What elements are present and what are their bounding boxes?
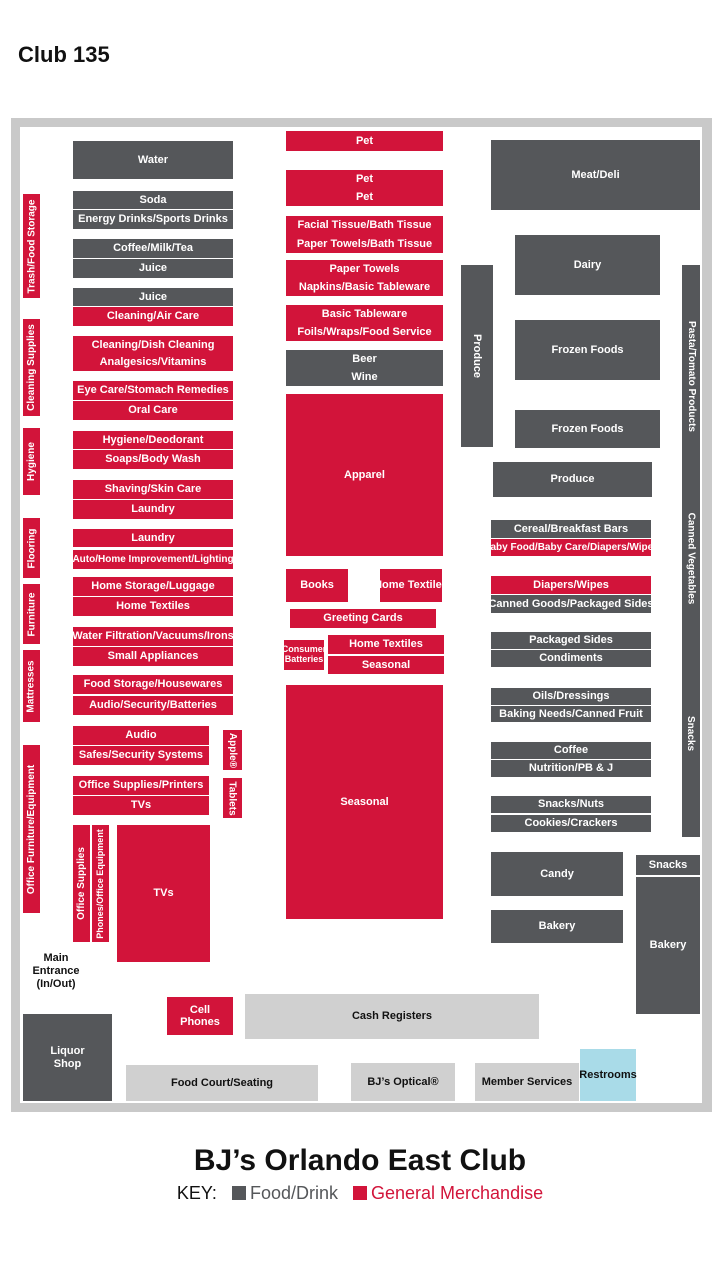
section-restrooms xyxy=(580,1049,636,1101)
section-label: Meat/Deli xyxy=(571,168,620,181)
section-snacks xyxy=(636,855,700,875)
section-office-supplies xyxy=(73,825,90,942)
section-office-supplies-printers xyxy=(73,776,209,795)
section-water-filtration-vacuums-irons xyxy=(73,627,233,646)
section-label: Soda xyxy=(139,193,167,206)
section-oils-dressings xyxy=(491,688,651,705)
section-label: Baking Needs/Canned Fruit xyxy=(499,707,643,720)
section-label: Snacks xyxy=(648,858,688,871)
section-eye-care-stomach-remedies xyxy=(73,381,233,400)
section-label: Home Textiles xyxy=(374,579,448,592)
section-label: Safes/Security Systems xyxy=(78,749,204,762)
section-label: Mattresses xyxy=(26,659,38,713)
section-label: Pet xyxy=(355,190,374,203)
section-trash-food-storage xyxy=(23,194,40,298)
section-label: Office Supplies xyxy=(76,847,88,920)
section-label: Frozen Foods xyxy=(551,422,624,435)
section-label: Coffee/Milk/Tea xyxy=(113,242,193,255)
section-soda xyxy=(73,191,233,209)
section-coffee xyxy=(491,742,651,759)
section-label: Seasonal xyxy=(340,795,389,808)
section-home-textiles xyxy=(374,569,448,602)
section-beer xyxy=(286,350,443,368)
section-label: Cleaning/Air Care xyxy=(106,310,200,323)
key-food: Food/Drink xyxy=(249,1183,338,1203)
section-home-textiles xyxy=(73,597,233,616)
section-label: Basic Tableware xyxy=(321,307,408,320)
section-juice xyxy=(73,259,233,278)
section-label: Energy Drinks/Sports Drinks xyxy=(78,213,228,226)
section-label: Hygiene xyxy=(26,442,37,481)
section-label: Baby Food/Baby Care/Diapers/Wipes xyxy=(483,542,659,553)
section-label: Laundry xyxy=(131,531,175,544)
section-label: Packaged Sides xyxy=(529,634,613,647)
section-furniture xyxy=(23,584,40,644)
section-label: Dairy xyxy=(573,258,602,271)
section-label: Home Textiles xyxy=(349,638,423,651)
section-label: Water Filtration/Vacuums/Irons xyxy=(72,630,234,643)
section-label: Flooring xyxy=(26,528,37,568)
section-juice xyxy=(73,288,233,306)
section-tvs xyxy=(73,796,209,815)
food-swatch xyxy=(232,1186,246,1200)
section-label: Shaving/Skin Care xyxy=(104,483,202,496)
section-label: Audio/Security/Batteries xyxy=(89,699,217,712)
section-tvs xyxy=(117,825,210,962)
section-label: Snacks/Nuts xyxy=(537,798,605,811)
map-key xyxy=(0,1183,720,1204)
section-wine xyxy=(286,368,443,386)
key-label: KEY: xyxy=(176,1183,217,1203)
section-water xyxy=(73,141,233,179)
section-pasta-tomato-products xyxy=(682,265,700,487)
section-laundry xyxy=(73,529,233,547)
section-facial-tissue-bath-tissue xyxy=(286,216,443,235)
section-cash-registers xyxy=(245,994,539,1039)
section-label: Small Appliances xyxy=(107,650,199,663)
section-label: Home Textiles xyxy=(116,600,190,613)
section-packaged-sides xyxy=(491,632,651,649)
section-label: Furniture xyxy=(26,592,38,636)
section-produce xyxy=(493,462,652,497)
section-frozen-foods xyxy=(515,410,660,448)
section-foils-wraps-food-service xyxy=(286,323,443,341)
section-label: Nutrition/PB & J xyxy=(528,762,614,775)
section-label: Food Storage/Housewares xyxy=(83,678,223,691)
key-general: General Merchandise xyxy=(371,1183,544,1203)
section-home-textiles xyxy=(328,635,444,654)
section-label: Office Supplies/Printers xyxy=(78,779,204,792)
section-label: TVs xyxy=(153,887,174,900)
section-label: Liquor Shop xyxy=(50,1045,85,1070)
section-snacks-nuts xyxy=(491,796,651,813)
section-label: Frozen Foods xyxy=(551,343,624,356)
section-laundry xyxy=(73,500,233,519)
section-greeting-cards xyxy=(290,609,436,628)
section-diapers-wipes xyxy=(491,576,651,594)
section-label: Restrooms xyxy=(579,1068,637,1081)
section-produce xyxy=(461,265,493,447)
section-label: Juice xyxy=(138,262,168,275)
section-napkins-basic-tableware xyxy=(286,278,443,296)
section-cleaning-dish-cleaning xyxy=(73,336,233,354)
section-condiments xyxy=(491,650,651,667)
section-canned-vegetables xyxy=(682,487,700,629)
section-label: Soaps/Body Wash xyxy=(105,453,201,466)
store-title: BJ’s Orlando East Club xyxy=(193,1144,527,1177)
section-label: Foils/Wraps/Food Service xyxy=(297,325,432,338)
section-pet xyxy=(286,188,443,206)
section-label: Paper Towels xyxy=(329,262,400,275)
section-label: Water xyxy=(137,153,169,166)
section-label: Office Furniture/Equipment xyxy=(26,764,38,894)
section-mattresses xyxy=(23,650,40,722)
section-bakery xyxy=(491,910,623,943)
section-cookies-crackers xyxy=(491,815,651,832)
section-consumer-batteries xyxy=(281,640,327,670)
general-swatch xyxy=(353,1186,367,1200)
section-books xyxy=(286,569,348,602)
section-label: Facial Tissue/Bath Tissue xyxy=(297,219,432,232)
section-safes-security-systems xyxy=(73,746,209,765)
section-pet xyxy=(286,170,443,189)
section-oral-care xyxy=(73,401,233,420)
section-label: Food Court/Seating xyxy=(170,1076,274,1089)
section-label: Napkins/Basic Tableware xyxy=(298,280,431,293)
section-flooring xyxy=(23,518,40,578)
section-label: Cash Registers xyxy=(351,1010,433,1023)
section-label: Pet xyxy=(355,173,374,186)
section-label: Condiments xyxy=(539,652,603,665)
section-label: Oils/Dressings xyxy=(532,690,610,703)
section-food-storage-housewares xyxy=(73,675,233,694)
section-label: Bakery xyxy=(538,920,576,933)
section-shaving-skin-care xyxy=(73,480,233,499)
section-label: Beer xyxy=(352,352,377,365)
section-label: Tablets xyxy=(227,780,238,816)
section-label: Greeting Cards xyxy=(323,612,403,625)
main-entrance-label: Main Entrance (In/Out) xyxy=(32,952,80,991)
section-analgesics-vitamins xyxy=(73,354,233,371)
section-coffee-milk-tea xyxy=(73,239,233,258)
section-label: Consumer Batteries xyxy=(281,644,327,664)
section-label: Analgesics/Vitamins xyxy=(99,356,207,369)
section-seasonal xyxy=(286,685,443,919)
section-canned-goods-packaged-sides xyxy=(488,595,654,613)
section-label: Wine xyxy=(351,370,378,383)
section-cleaning-air-care xyxy=(73,307,233,326)
section-label: Produce xyxy=(471,333,484,379)
section-hygiene-deodorant xyxy=(73,431,233,449)
section-label: Member Services xyxy=(481,1075,573,1088)
section-apple xyxy=(223,730,242,770)
section-label: Cereal/Breakfast Bars xyxy=(513,522,629,535)
section-seasonal xyxy=(328,656,444,674)
section-label: Canned Goods/Packaged Sides xyxy=(488,597,654,610)
section-meat-deli xyxy=(491,140,700,210)
section-basic-tableware xyxy=(286,305,443,323)
section-pet xyxy=(286,131,443,151)
section-label: Snacks xyxy=(685,715,697,751)
section-label: Pasta/Tomato Products xyxy=(685,320,697,432)
section-cereal-breakfast-bars xyxy=(491,520,651,538)
section-label: Hygiene/Deodorant xyxy=(102,433,204,446)
club-label: Club 135 xyxy=(18,42,110,67)
section-label: Diapers/Wipes xyxy=(533,578,609,591)
section-audio-security-batteries xyxy=(73,696,233,715)
section-dairy xyxy=(515,235,660,295)
section-label: Cell Phones xyxy=(180,1003,220,1028)
section-paper-towels xyxy=(286,260,443,278)
section-baby-food-baby-care-diapers-wipes xyxy=(483,539,659,556)
section-hygiene xyxy=(23,428,40,495)
section-energy-drinks-sports-drinks xyxy=(73,210,233,229)
section-liquor-shop xyxy=(23,1014,112,1101)
section-phones-office-equipment xyxy=(92,825,109,942)
section-label: Eye Care/Stomach Remedies xyxy=(77,384,229,397)
section-label: Produce xyxy=(550,473,595,486)
section-label: Oral Care xyxy=(128,404,178,417)
section-label: Seasonal xyxy=(361,658,411,671)
section-member-services xyxy=(475,1063,579,1101)
section-soaps-body-wash xyxy=(73,450,233,469)
section-label: Trash/Food Storage xyxy=(26,199,37,293)
section-label: Pet xyxy=(355,134,374,147)
section-label: Cleaning Supplies xyxy=(26,324,37,411)
section-label: Juice xyxy=(138,290,168,303)
section-label: Cookies/Crackers xyxy=(524,817,618,830)
section-label: Apple® xyxy=(227,732,238,768)
section-office-furniture-equipment xyxy=(23,745,40,913)
section-frozen-foods xyxy=(515,320,660,380)
section-cleaning-supplies xyxy=(23,319,40,416)
section-snacks xyxy=(682,629,700,837)
section-food-court-seating xyxy=(126,1065,318,1101)
section-label: Cleaning/Dish Cleaning xyxy=(91,338,215,351)
section-bj-s-optical xyxy=(351,1063,455,1101)
section-label: BJ’s Optical® xyxy=(367,1075,439,1088)
section-label: Bakery xyxy=(649,939,687,952)
section-label: Canned Vegetables xyxy=(685,512,697,604)
section-nutrition-pb-j xyxy=(491,760,651,777)
section-label: Apparel xyxy=(344,468,385,481)
section-label: Laundry xyxy=(131,503,175,516)
section-apparel xyxy=(286,394,443,556)
section-small-appliances xyxy=(73,647,233,666)
section-tablets xyxy=(223,778,242,818)
section-label: Paper Towels/Bath Tissue xyxy=(296,237,433,250)
section-label: Books xyxy=(300,579,334,592)
section-cell-phones xyxy=(167,997,233,1035)
section-home-storage-luggage xyxy=(73,577,233,596)
section-label: Audio xyxy=(125,729,157,742)
section-paper-towels-bath-tissue xyxy=(286,235,443,253)
section-label: Candy xyxy=(540,867,574,880)
section-bakery xyxy=(636,877,700,1014)
section-label: Home Storage/Luggage xyxy=(91,580,215,593)
section-label: TVs xyxy=(130,799,152,812)
section-label: Coffee xyxy=(553,744,589,757)
section-auto-home-improvement-lighting xyxy=(73,550,233,569)
section-candy xyxy=(491,852,623,896)
section-audio xyxy=(73,726,209,745)
section-label: Phones/Office Equipment xyxy=(94,828,105,939)
section-baking-needs-canned-fruit xyxy=(491,706,651,722)
section-label: Auto/Home Improvement/Lighting xyxy=(72,554,234,565)
